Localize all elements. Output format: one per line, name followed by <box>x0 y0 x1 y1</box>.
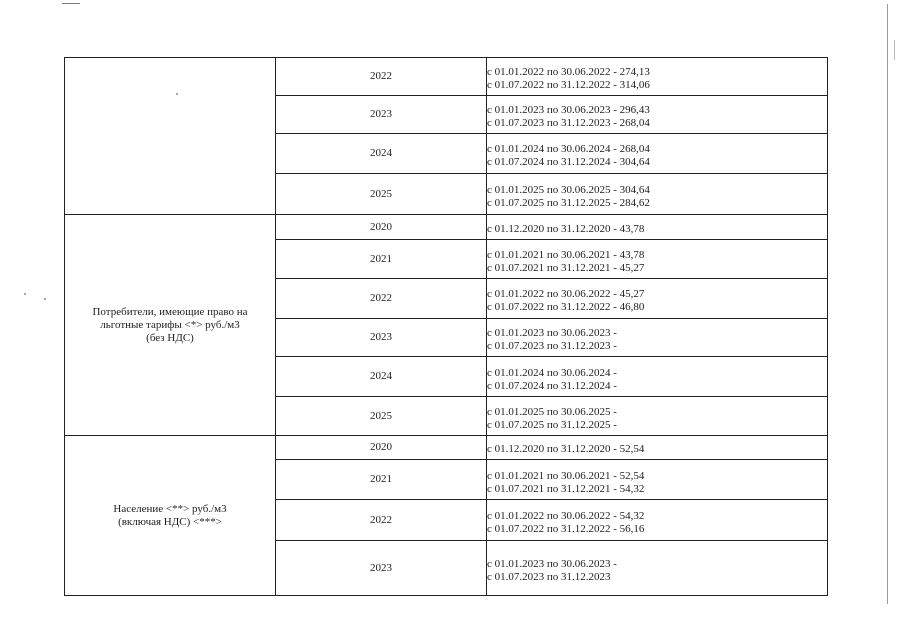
rate-cell <box>487 436 828 460</box>
rate-line: с 01.01.2022 по 30.06.2022 - 274,13 <box>487 66 650 78</box>
rate-line: с 01.01.2025 по 30.06.2025 - <box>487 406 617 418</box>
rate-line: с 01.01.2022 по 30.06.2022 - 45,27 <box>487 288 645 300</box>
rate-cell <box>487 541 828 596</box>
scan-speck <box>44 298 46 300</box>
rate-line: с 01.01.2025 по 30.06.2025 - 304,64 <box>487 183 650 196</box>
year-cell: 2023 <box>276 541 487 596</box>
rate-line: с 01.07.2022 по 31.12.2022 - 46,80 <box>487 301 645 313</box>
rate-line: с 01.01.2021 по 30.06.2021 - 43,78 <box>487 249 645 261</box>
rate-cell <box>487 319 828 357</box>
table-row <box>65 215 828 240</box>
rate-line: с 01.07.2023 по 31.12.2023 <box>487 571 611 583</box>
group-label-line: льготные тарифы <*> руб./м3 <box>100 318 240 331</box>
year-cell: 2024 <box>276 357 487 397</box>
rate-line: с 01.12.2020 по 31.12.2020 - 43,78 <box>487 223 645 235</box>
rate-line: с 01.01.2023 по 30.06.2023 - 296,43 <box>487 104 650 116</box>
rate-line: с 01.12.2020 по 31.12.2020 - 52,54 <box>487 443 645 455</box>
rate-cell <box>487 174 828 215</box>
year-cell: 2021 <box>276 240 487 279</box>
rate-line: с 01.01.2024 по 30.06.2024 - 268,04 <box>487 143 650 155</box>
rate-line: с 01.01.2024 по 30.06.2024 - <box>487 366 617 379</box>
rate-line: с 01.07.2022 по 31.12.2022 - 56,16 <box>487 523 645 535</box>
rate-line: с 01.07.2023 по 31.12.2023 - <box>487 340 617 352</box>
year-cell: 2023 <box>276 96 487 134</box>
group-label-line: (включая НДС) <***> <box>118 515 222 528</box>
rate-cell <box>487 240 828 279</box>
group-label-cell <box>65 436 276 596</box>
group-label-line: (без НДС) <box>146 331 194 344</box>
rate-line: с 01.07.2021 по 31.12.2021 - 45,27 <box>487 262 645 274</box>
group-label-line: Население <**> руб./м3 <box>113 502 227 515</box>
rate-cell <box>487 279 828 319</box>
year-cell: 2025 <box>276 174 487 215</box>
year-cell: 2022 <box>276 279 487 319</box>
rate-cell <box>487 58 828 96</box>
rate-cell <box>487 397 828 436</box>
tariff-table <box>64 57 828 596</box>
rate-line: с 01.01.2023 по 30.06.2023 - <box>487 558 617 570</box>
tariff-table-body <box>65 58 828 596</box>
rate-line: с 01.01.2021 по 30.06.2021 - 52,54 <box>487 470 645 482</box>
scan-page-edge <box>887 4 888 604</box>
scan-speck <box>24 293 26 295</box>
rate-cell <box>487 134 828 174</box>
rate-line: с 01.07.2025 по 31.12.2025 - 284,62 <box>487 196 650 209</box>
year-cell: 2022 <box>276 58 487 96</box>
rate-line: с 01.01.2022 по 30.06.2022 - 54,32 <box>487 510 645 522</box>
table-row <box>65 58 828 96</box>
scan-page-edge-mark <box>894 40 895 60</box>
rate-line: с 01.07.2021 по 31.12.2021 - 54,32 <box>487 483 645 495</box>
year-cell: 2020 <box>276 215 487 240</box>
table-row <box>65 436 828 460</box>
year-cell: 2023 <box>276 319 487 357</box>
rate-line: с 01.07.2023 по 31.12.2023 - 268,04 <box>487 117 650 129</box>
rate-cell <box>487 460 828 500</box>
rate-cell <box>487 215 828 240</box>
year-cell: 2022 <box>276 500 487 541</box>
group-label-cell <box>65 58 276 215</box>
rate-cell <box>487 96 828 134</box>
scan-top-mark <box>62 3 80 4</box>
year-cell: 2020 <box>276 436 487 460</box>
group-label-cell <box>65 215 276 436</box>
rate-cell <box>487 357 828 397</box>
rate-line: с 01.07.2025 по 31.12.2025 - <box>487 419 617 431</box>
year-cell: 2021 <box>276 460 487 500</box>
rate-line: с 01.01.2023 по 30.06.2023 - <box>487 327 617 339</box>
year-cell: 2025 <box>276 397 487 436</box>
year-cell: 2024 <box>276 134 487 174</box>
rate-line: с 01.07.2024 по 31.12.2024 - <box>487 379 617 392</box>
rate-cell <box>487 500 828 541</box>
group-label-line: Потребители, имеющие право на <box>92 305 248 318</box>
rate-line: с 01.07.2024 по 31.12.2024 - 304,64 <box>487 156 650 168</box>
rate-line: с 01.07.2022 по 31.12.2022 - 314,06 <box>487 79 650 91</box>
